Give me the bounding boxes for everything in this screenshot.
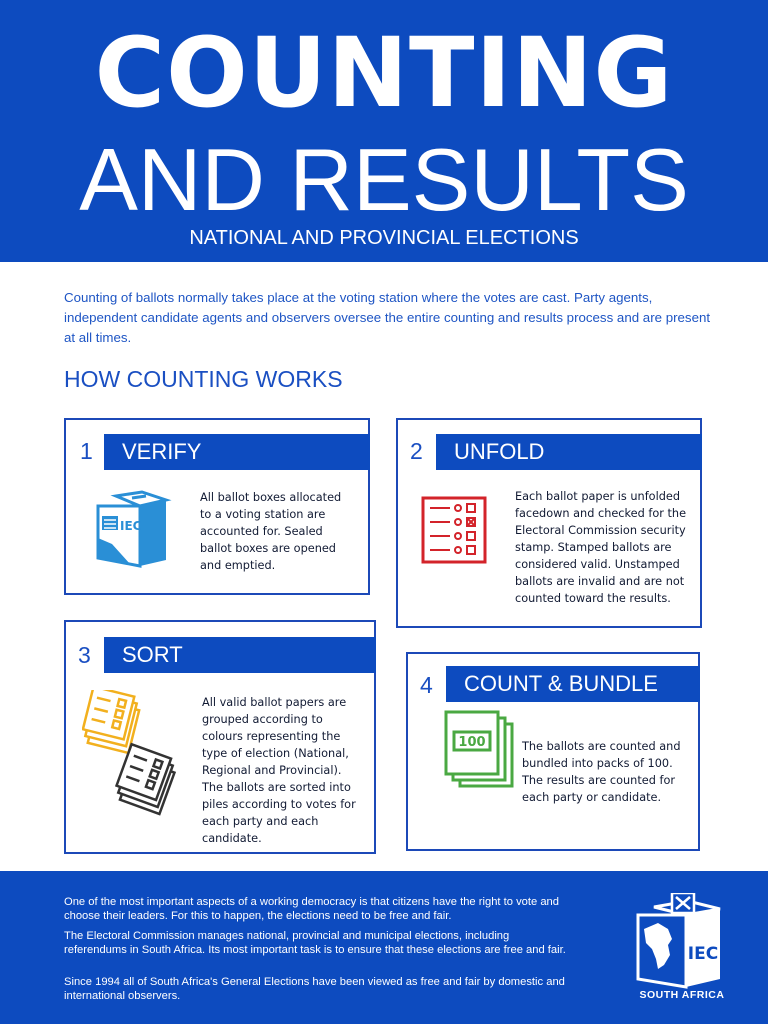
- step-title-bar: COUNT & BUNDLE: [446, 666, 700, 702]
- footer-paragraph: One of the most important aspects of a working democracy is that citizens have the right to vote and choose their leaders. For this to happen, the elections need to be free and fair.: [64, 896, 559, 922]
- page-footer: [0, 871, 768, 1024]
- step-description: The ballots are counted and bundled into packs of 100. The results are counted for each party or candidate.: [522, 740, 681, 804]
- footer-country: SOUTH AFRICA: [639, 989, 725, 1001]
- ballot-box-logo-text: IEC: [120, 519, 142, 533]
- bundle-count-text: 100: [458, 735, 486, 750]
- ballot-box-icon: [92, 490, 174, 572]
- step-title-bar: UNFOLD: [436, 434, 702, 470]
- page-subtitle: NATIONAL AND PROVINCIAL ELECTIONS: [189, 227, 579, 249]
- footer-paragraph: Since 1994 all of South Africa's General Elections have been viewed as free and fair by domestic and international observers.: [64, 976, 565, 1002]
- step-number: 2: [410, 438, 423, 464]
- section-heading: HOW COUNTING WORKS: [64, 366, 343, 392]
- page-title-line2: AND RESULTS: [79, 130, 689, 229]
- page-title-line1: COUNTING: [94, 17, 674, 129]
- step-description: Each ballot paper is unfolded facedown and checked for the Electoral Commission security stamp. Stamped ballots are considered valid. Unstamped ballots are invalid and are not counted toward the results.: [515, 490, 687, 605]
- footer-paragraph: The Electoral Commission manages national, provincial and municipal elections, including referendums in South Africa. Its most important task is to ensure that these elections are free and fair.: [64, 930, 566, 956]
- sorted-ballots-icon: [82, 690, 180, 816]
- step-description: All ballot boxes allocated to a voting station are accounted for. Sealed ballot boxes are opened and emptied.: [200, 491, 342, 572]
- ballot-paper-icon: [420, 496, 490, 566]
- iec-logo-icon: [628, 893, 732, 989]
- step-title-bar: VERIFY: [104, 434, 370, 470]
- page-header: [0, 0, 768, 262]
- step-title-bar: SORT: [104, 637, 376, 673]
- logo-text: IEC: [687, 944, 719, 964]
- bundle-icon: [442, 708, 518, 790]
- step-description: All valid ballot papers are grouped according to colours representing the type of election (National, Regional and Provincial). The ballots are sorted into piles according to votes for each party and each candidate.: [202, 696, 356, 845]
- step-number: 1: [80, 438, 93, 464]
- step-number: 4: [420, 672, 433, 698]
- step-number: 3: [78, 642, 91, 668]
- intro-paragraph: Counting of ballots normally takes place at the voting station where the votes are cast. Party agents, independent candidate agents and observers oversee the entire counting and results process and are present at all times.: [64, 290, 711, 345]
